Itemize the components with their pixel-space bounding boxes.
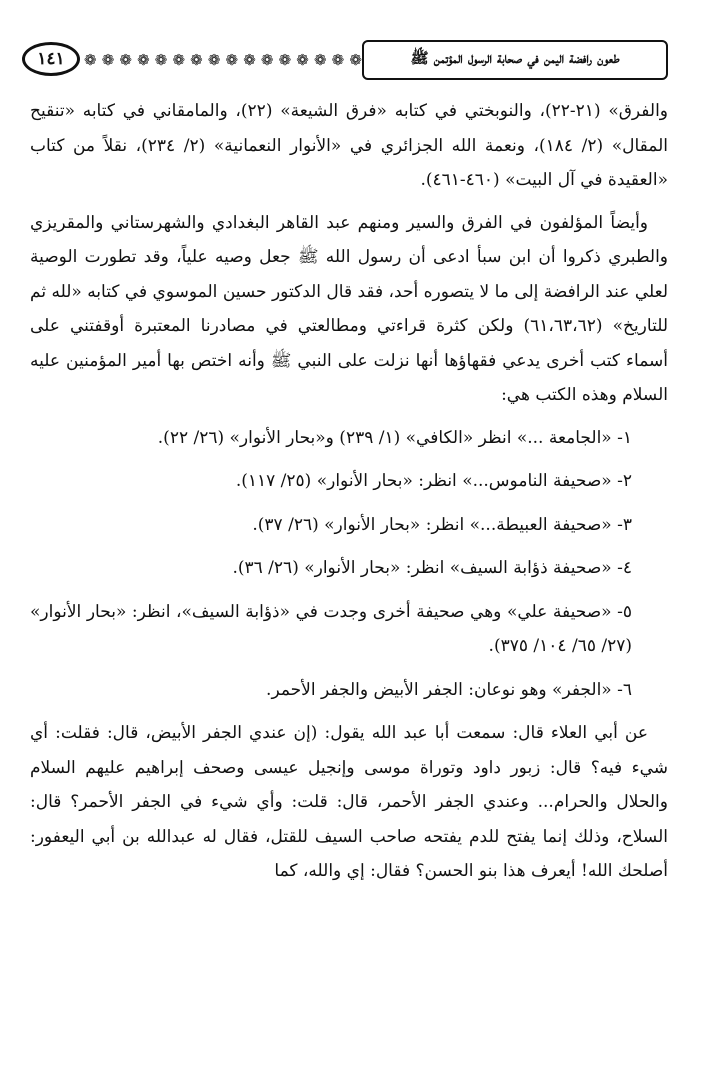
list-item: ٥- «صحيفة علي» وهي صحيفة أخرى وجدت في «ذؤابة السيف»، انظر: «بحار الأنوار» (٢٧/ ٦٥/ ١٠٤/ ٣٧٥). [30, 601, 632, 656]
flower-ornament-icon: ❁ [172, 51, 186, 69]
list-item: ١- «الجامعة ...» انظر «الكافي» (١/ ٢٣٩) و«بحار الأنوار» (٢٦/ ٢٢). [157, 427, 632, 448]
flower-ornament-icon: ❁ [296, 51, 309, 69]
flower-ornament-icon: ❁ [84, 51, 97, 69]
page-body [30, 94, 668, 889]
books-list [30, 421, 668, 708]
paragraph-closing: عن أبي العلاء قال: سمعت أبا عبد الله يقول: (إن عندي الجفر الأبيض، قال: فقلت: أي شيء فيه؟ قال: زبور داود وتوراة موسى وإنجيل عيسى وصحف إبراهيم عليهم السلام والحلال والحرام... وعندي الجفر الأحمر، قال: قلت: وأي شيء في الجفر الأحمر؟ قال: السلاح، وذلك إنما يفتح للدم يفتحه صاحب السيف للقتل، فقال له عبدالله بن أبي اليعفور: أصلحك الله! أيعرف هذا بنو الحسن؟ فقال: إي والله، كما [30, 723, 668, 881]
flower-ornament-icon: ❁ [349, 51, 362, 69]
flower-ornament-icon: ❁ [207, 51, 221, 69]
paragraph-main: وأيضاً المؤلفون في الفرق والسير ومنهم عبد القاهر البغدادي والشهرستاني والمقريزي والطبري ذكروا أن ابن سبأ ادعى أن رسول الله ﷺ جعل وصيه علياً، وقد تطورت الوصية لعلي عند الرافضة إلى ما لا يتصوره أحد، فقد قال الدكتور حسين الموسوي في كتابه «لله ثم للتاريخ» (٦١،٦٣،٦٢) ولكن كثرة قراءتي ومطالعتي في مصادرنا المعتبرة أوقفتني على أسماء كتب أخرى يدعي فقهاؤها أنها نزلت على النبي ﷺ وأنه اختص بها أمير المؤمنين عليه السلام وهذه الكتب هي: [30, 212, 669, 405]
list-item: ٤- «صحيفة ذؤابة السيف» انظر: «بحار الأنوار» (٢٦/ ٣٦). [232, 558, 632, 578]
page-number: ١٤١ [22, 42, 80, 76]
list-item: ٦- «الجفر» وهو نوعان: الجفر الأبيض والجفر الأحمر. [266, 679, 632, 700]
flower-ornament-icon: ❁ [190, 51, 203, 69]
page-header [22, 40, 668, 84]
flower-ornament-icon: ❁ [101, 51, 115, 69]
flower-ornament-icon: ❁ [331, 51, 345, 69]
running-title: طعون رافضة اليمن في صحابة الرسول المؤتمن ﷺ [362, 40, 668, 80]
list-item: ٢- «صحيفة الناموس...» انظر: «بحار الأنوار» (٢٥/ ١١٧). [235, 471, 632, 491]
flower-ornament-icon: ❁ [260, 51, 274, 69]
flower-ornament-icon: ❁ [313, 51, 327, 69]
flower-ornament-icon: ❁ [137, 51, 150, 69]
flower-ornament-icon: ❁ [243, 51, 256, 69]
list-item: ٣- «صحيفة العبيطة...» انظر: «بحار الأنوار» (٢٦/ ٣٧). [252, 514, 632, 535]
flower-ornament-icon: ❁ [278, 51, 292, 69]
paragraph-continuation: والفرق» (٢١-٢٢)، والنوبختي في كتابه «فرق الشيعة» (٢٢)، والمامقاني في كتابه «تنقيح المقال» (٢/ ١٨٤)، ونعمة الله الجزائري في «الأنوار النعمانية» (٢/ ٢٣٤)، نقلاً من كتاب «العقيدة في آل البيت» (٤٦٠-٤٦١). [30, 101, 669, 190]
header-ornament-row [84, 48, 362, 72]
flower-ornament-icon: ❁ [154, 51, 168, 69]
flower-ornament-icon: ❁ [225, 51, 239, 69]
flower-ornament-icon: ❁ [119, 51, 132, 69]
